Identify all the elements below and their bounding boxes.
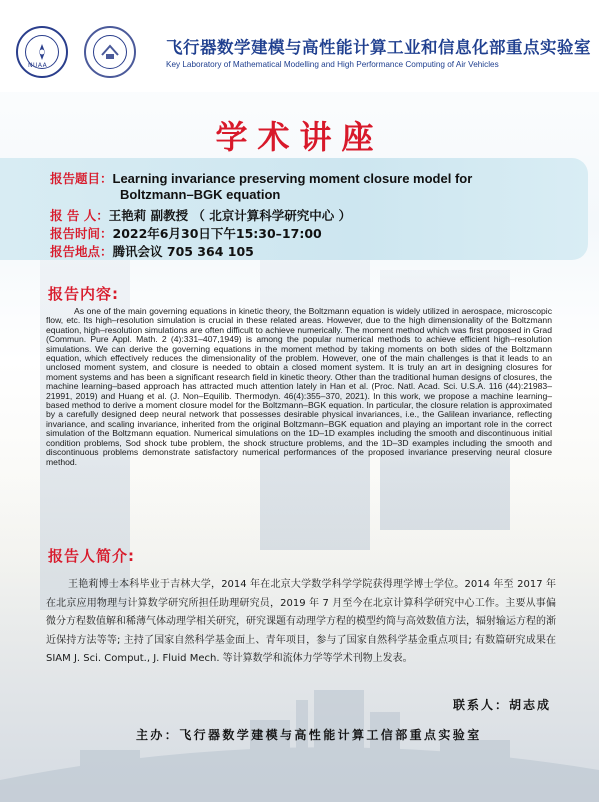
lab-logo <box>84 26 136 78</box>
university-logo <box>16 26 68 78</box>
topic-value-line2: Boltzmann–BGK equation <box>120 187 281 202</box>
topic-value-line1: Learning invariance preserving moment closure model for <box>112 171 473 186</box>
lecture-info-panel <box>0 158 588 260</box>
topic-row <box>50 169 472 187</box>
time-label: 报告时间： <box>50 226 113 241</box>
abstract-text: As one of the main governing equations in kinetic theory, the Boltzmann equation is widely utilized in aerospace, microscopic flow, etc. Its high–resolution simulation is crucial in these related areas. However, due to the high dimensionality of the Boltzmann equation, high–resolution simulations are often difficult to achieve numerically. The moment method which was first proposed in Grad (Commun. Pure Appl. Math. 2 (4):331–407,1949) is among the popular numerical methods to achieve efficient high–resolution simulations. We can derive the governing equations in the moment method by taking moments on both sides of the Boltzmann equation, which effectively reduces the dimensionality of the problem. However, one of the main challenges is that it leads to an unclosed moment system, and closure is needed to obtain a closed moment system. It is truly an art in designing closures for moment systems and has been a significant research field in kinetic theory. Other than the traditional human designs of closures, the machine learning–based approach has attracted much attention lately in Han et al. (Proc. Natl. Acad. Sci. U.S.A. 116 (44):21983–21991, 2019) and Huang et al. (J. Non–Equilib. Thermodyn. 46(4):355–370, 2021). In this work, we propose a machine learning–based method to derive a moment closure model for the Boltzmann–BGK equation. In particular, the closure relation is approximated by a carefully designed deep neural network that possesses desirable physical invariances, i.e., the Galilean invariance, reflecting invariance, and scaling invariance, inherited from the original Boltzmann–BGK equation and playing an important role in the correct simulation of the Boltzmann equation. Numerical simulations on the 1D–1D examples including the smooth and discontinuous initial condition problems, Sod shock tube problem, the shock structure problems, and the 1D–3D examples including the smooth and discontinuous problems demonstrate satisfactory numerical performances of the proposed invariance preserving neural closure method. <box>46 306 552 467</box>
speaker-bio-text: 王艳莉博士本科毕业于吉林大学，2014 年在北京大学数学科学学院获得理学博士学位。2014 年至 2017 年在北京应用物理与计算数学研究所担任助理研究员，2019 年 7 月至今在北京计算科学研究中心工作。主要从事偏微分方程数值解和稀薄气体动理学相关研究，研究课题有动理学方程的模型约简与高效数值方法，辐射输运方程的渐近保持方法等等; 主持了国家自然科学基金面上、青年项目，参与了国家自然科学基金重点项目; 有数篇研究成果在 SIAM J. Sci. Comput., J. Fluid Mech. 等计算数学和流体力学等学术刊物上发表。 <box>46 579 556 665</box>
organizer: 主办：飞行器数学建模与高性能计算工信部重点实验室 <box>136 728 482 742</box>
contact-person: 联系人：胡志成 <box>452 698 551 712</box>
bio-heading: 报告人简介: <box>48 547 135 565</box>
place-value: 腾讯会议 705 364 105 <box>112 244 254 259</box>
place-label: 报告地点： <box>50 244 113 259</box>
time-value: 2022年6月30日下午15:30–17:00 <box>112 226 322 241</box>
time-row <box>50 224 322 242</box>
topic-label: 报告题目： <box>50 171 113 186</box>
header <box>0 0 599 92</box>
speaker-value: 王艳莉 副教授 （ 北京计算科学研究中心 ） <box>108 208 352 223</box>
place-row <box>50 242 254 260</box>
topic-row-2 <box>120 187 280 202</box>
page-title: 学术讲座 <box>215 118 384 156</box>
lab-name-cn: 飞行器数学建模与高性能计算工业和信息化部重点实验室 <box>166 38 591 57</box>
lab-name-en: Key Laboratory of Mathematical Modelling and High Performance Computing of Air Vehicles <box>166 60 499 69</box>
lab-emblem-icon <box>93 35 127 69</box>
speaker-label: 报 告 人： <box>50 208 109 223</box>
speaker-row <box>50 206 351 224</box>
university-logo-text: NUAA <box>28 62 48 69</box>
content-heading: 报告内容: <box>48 285 119 303</box>
